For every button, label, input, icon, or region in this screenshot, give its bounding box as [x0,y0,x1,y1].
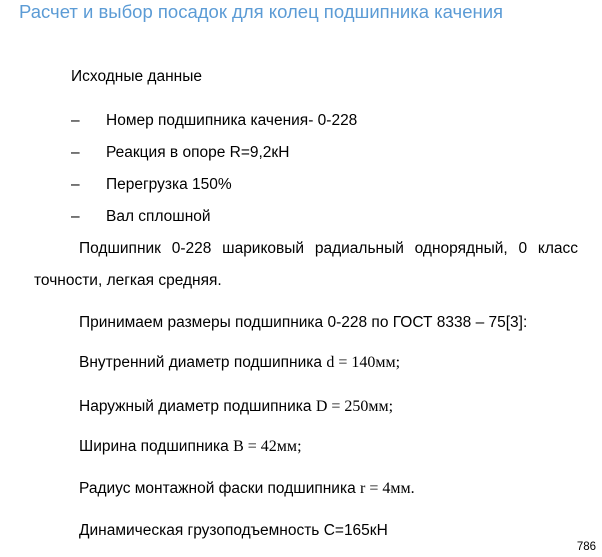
bullet-overload: Перегрузка 150% [106,176,232,193]
dynamic-load-capacity: Динамическая грузоподъемность С=165кН [79,522,388,539]
page-number: 786 [576,541,596,553]
width-line [79,437,302,457]
width-label: Ширина подшипника [79,438,229,455]
width-end: ; [297,438,302,455]
dash-marker: – [71,144,80,161]
outer-diameter-line [79,397,393,417]
chamfer-radius-end: . [410,480,415,497]
chamfer-radius-line [79,479,415,499]
inner-diameter-formula: d = 140мм [326,354,396,371]
chamfer-radius-formula: r = 4мм [360,480,411,497]
chamfer-radius-label: Радиус монтажной фаски подшипника [79,480,356,497]
source-data-heading: Исходные данные [71,68,202,85]
bullet-bearing-number: Номер подшипника качения- 0-228 [106,112,358,129]
outer-diameter-label: Наружный диаметр подшипника [79,398,312,415]
page-title: Расчет и выбор посадок для колец подшипника качения [19,1,504,22]
width-formula: B = 42мм [233,438,298,455]
dimensions-intro: Принимаем размеры подшипника 0-228 по ГОСТ 8338 – 75[3]: [79,314,528,331]
paragraph-bearing-type-line1: Подшипник 0-228 шариковый радиальный однорядный, 0 класс [79,240,578,257]
dash-marker: – [71,176,80,193]
inner-diameter-label: Внутренний диаметр подшипника [79,354,323,371]
bullet-support-reaction: Реакция в опоре R=9,2кН [106,144,290,161]
outer-diameter-formula: D = 250мм [315,398,389,415]
outer-diameter-end: ; [388,398,394,415]
inner-diameter-end: ; [395,354,401,371]
dash-marker: – [71,208,80,225]
paragraph-bearing-type-line2: точности, легкая средняя. [34,272,222,289]
dash-marker: – [71,112,80,129]
inner-diameter-line [79,353,400,373]
bullet-solid-shaft: Вал сплошной [106,208,211,225]
